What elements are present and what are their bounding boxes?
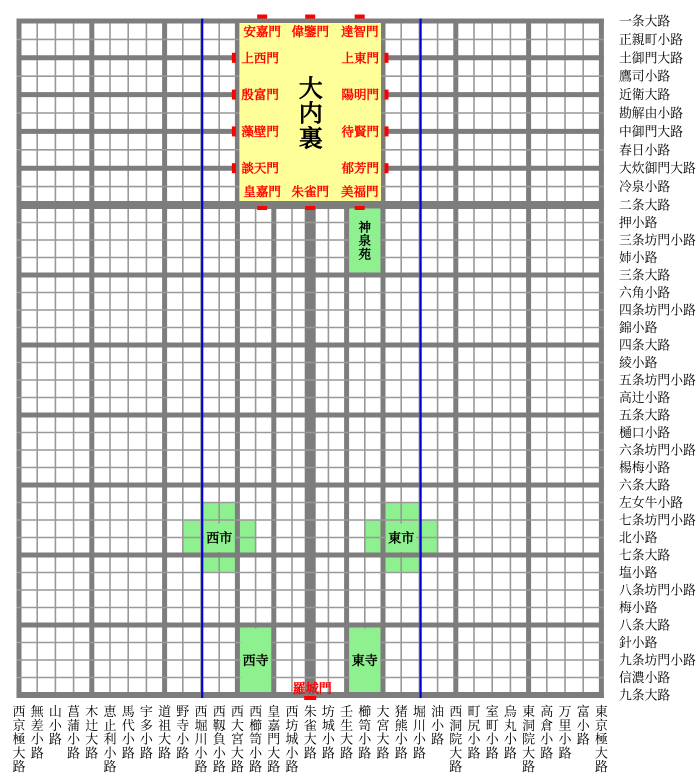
v-street-label: 西 <box>249 704 263 719</box>
v-street-label: 町 <box>467 704 481 719</box>
h-street-label: 土御門大路 <box>619 51 683 66</box>
v-street-label: 路 <box>139 745 153 761</box>
v-street-label: 路 <box>121 745 135 761</box>
v-street-label: 門 <box>267 731 281 747</box>
v-street-label: 木 <box>85 704 99 719</box>
v-street-label: 極 <box>12 731 26 747</box>
v-street-label: 東 <box>594 704 608 719</box>
v-street-label: 城 <box>285 731 299 747</box>
v-street-label: 小 <box>540 731 554 747</box>
h-street-label: 押小路 <box>619 216 658 230</box>
v-street-label: 小 <box>30 731 44 747</box>
h-street-label: 九条坊門小路 <box>619 653 696 668</box>
v-street-label: 大 <box>594 745 608 761</box>
h-street-label: 塩小路 <box>619 566 658 580</box>
v-street-label: 坊 <box>321 704 335 719</box>
h-street-label: 楊梅小路 <box>619 461 671 475</box>
h-street-label: 綾小路 <box>619 356 658 370</box>
h-street-label: 左女牛小路 <box>619 496 683 510</box>
palace-gate-label: 談天門 <box>241 161 279 176</box>
h-street-label: 春日小路 <box>619 143 671 158</box>
palace-gate-label: 朱雀門 <box>291 185 329 199</box>
site-label: 東市 <box>388 530 415 546</box>
v-street-label: 宇 <box>139 704 153 719</box>
site-label: 神 <box>358 220 372 235</box>
v-street-label: 朱 <box>303 704 317 719</box>
h-street-label: 近衛大路 <box>619 88 671 103</box>
h-street-label: 錦小路 <box>619 321 658 335</box>
gate-tick <box>385 126 389 136</box>
gate-tick <box>385 90 389 100</box>
v-street-label: 路 <box>358 745 372 761</box>
h-street-label: 六条大路 <box>619 478 671 493</box>
v-street-label: 院 <box>449 731 463 747</box>
h-street-label: 樋口小路 <box>619 426 671 440</box>
v-street-label: 熊 <box>394 717 408 733</box>
v-street-label: 路 <box>158 745 172 761</box>
h-street-label: 針小路 <box>619 636 658 650</box>
v-street-label: 路 <box>321 745 335 761</box>
palace-gate-label: 陽明門 <box>341 88 379 103</box>
v-street-label: 大 <box>158 731 172 747</box>
palace-gate-label: 皇嘉門 <box>243 185 281 199</box>
v-street-label: 路 <box>576 731 590 747</box>
v-street-label: 宮 <box>230 731 244 747</box>
gate-tick <box>385 163 389 173</box>
v-street-label: 里 <box>558 717 572 733</box>
v-street-label: 倉 <box>540 717 554 733</box>
v-street-label: 櫛 <box>249 717 263 733</box>
v-street-label: 大 <box>12 745 26 761</box>
v-street-label: 小 <box>431 717 445 733</box>
v-street-label: 路 <box>376 745 390 761</box>
gate-tick <box>355 206 365 210</box>
v-street-label: 路 <box>230 759 244 775</box>
v-street-label: 小 <box>139 731 153 747</box>
h-street-label: 勘解由小路 <box>619 106 683 121</box>
v-street-label: 尻 <box>467 717 481 733</box>
v-street-label: 櫛 <box>358 704 372 719</box>
palace-gate-label: 殷富門 <box>241 88 279 103</box>
v-street-label: 路 <box>467 745 481 761</box>
site-label: 西寺 <box>242 652 269 668</box>
v-street-label: 川 <box>412 717 426 733</box>
v-street-label: 堀 <box>194 717 208 733</box>
v-street-label: 丸 <box>503 717 517 733</box>
v-street-label: 院 <box>522 731 536 747</box>
v-street-label: 小 <box>176 731 190 747</box>
v-street-label: 城 <box>321 717 335 733</box>
v-street-label: 路 <box>340 745 354 761</box>
v-street-label: 大 <box>376 731 390 747</box>
v-street-label: 大 <box>303 731 317 747</box>
h-street-label: 五条大路 <box>619 408 671 423</box>
v-street-label: 菖 <box>67 704 81 719</box>
v-street-label: 祖 <box>158 717 172 733</box>
v-street-label: 蒲 <box>67 717 81 733</box>
palace-label: 大 <box>298 76 323 103</box>
h-street-label: 九条大路 <box>619 688 671 703</box>
v-street-label: 路 <box>85 745 99 761</box>
v-street-label: 堀 <box>412 704 426 719</box>
h-street-label: 信濃小路 <box>619 671 671 685</box>
v-street-label: 路 <box>194 759 208 775</box>
h-street-label: 高辻小路 <box>619 391 671 405</box>
site-label: 泉 <box>358 233 372 248</box>
palace-gate-label: 郁芳門 <box>341 161 379 176</box>
v-street-label: 利 <box>103 731 117 747</box>
v-street-label: 大 <box>85 731 99 747</box>
h-street-label: 北小路 <box>619 531 658 545</box>
v-street-label: 小 <box>103 745 117 761</box>
v-street-label: 路 <box>485 745 499 761</box>
h-street-label: 四条大路 <box>619 338 671 353</box>
v-street-label: 西 <box>212 704 226 719</box>
v-street-label: 路 <box>540 745 554 761</box>
palace-label: 内 <box>298 101 323 128</box>
v-street-label: 嘉 <box>267 717 281 733</box>
h-street-label: 六条坊門小路 <box>619 443 696 458</box>
v-street-label: 路 <box>412 745 426 761</box>
palace-gate-label: 藻壁門 <box>241 124 279 139</box>
v-street-label: 宮 <box>376 717 390 733</box>
gate-tick <box>385 53 389 63</box>
h-street-label: 中御門大路 <box>619 124 683 139</box>
v-street-label: 路 <box>48 731 62 747</box>
v-street-label: 差 <box>30 717 44 733</box>
h-street-label: 五条坊門小路 <box>619 373 696 388</box>
v-street-label: 小 <box>249 745 263 761</box>
site-label: 苑 <box>358 247 372 262</box>
v-street-label: 西 <box>285 704 299 719</box>
v-street-label: 小 <box>558 731 572 747</box>
h-street-label: 六角小路 <box>619 286 671 300</box>
v-street-label: 小 <box>212 745 226 761</box>
palace-label: 裏 <box>298 126 323 153</box>
v-street-label: 野 <box>176 704 190 719</box>
h-street-label: 七条大路 <box>619 548 671 563</box>
v-street-label: 止 <box>103 717 117 733</box>
v-street-label: 寺 <box>176 717 190 733</box>
v-street-label: 路 <box>249 759 263 775</box>
v-street-label: 路 <box>558 745 572 761</box>
v-street-label: 洞 <box>449 717 463 733</box>
v-street-label: 路 <box>522 759 536 775</box>
palace-gate-label: 上東門 <box>341 51 379 66</box>
v-street-label: 小 <box>48 717 62 733</box>
v-street-label: 洞 <box>522 717 536 733</box>
v-street-label: 恵 <box>103 704 117 719</box>
h-street-label: 八条坊門小路 <box>619 583 696 598</box>
v-street-label: 大 <box>340 731 354 747</box>
v-street-label: 猪 <box>394 704 408 719</box>
v-street-label: 路 <box>594 759 608 775</box>
h-street-label: 四条坊門小路 <box>619 303 696 318</box>
v-street-label: 大 <box>376 704 390 719</box>
v-street-label: 小 <box>412 731 426 747</box>
palace-gate-label: 達智門 <box>340 25 379 39</box>
v-street-label: 山 <box>48 704 62 719</box>
v-street-label: 負 <box>212 731 226 747</box>
v-street-label: 靱 <box>212 717 226 733</box>
v-street-label: 小 <box>67 731 81 747</box>
v-street-label: 万 <box>558 704 572 719</box>
v-street-label: 路 <box>67 745 81 761</box>
v-street-label: 壬 <box>340 704 354 719</box>
v-street-label: 小 <box>576 717 590 733</box>
v-street-label: 高 <box>540 704 554 719</box>
h-street-label: 一条大路 <box>619 14 671 29</box>
v-street-label: 大 <box>522 745 536 761</box>
v-street-label: 路 <box>267 759 281 775</box>
v-street-label: 小 <box>121 731 135 747</box>
v-street-label: 路 <box>176 745 190 761</box>
v-street-label: 小 <box>467 731 481 747</box>
v-street-label: 富 <box>576 704 590 719</box>
v-street-label: 雀 <box>303 717 317 733</box>
v-street-label: 多 <box>139 717 153 733</box>
h-street-label: 正親町小路 <box>619 32 683 47</box>
h-street-label: 三条坊門小路 <box>619 233 696 248</box>
gate-tick <box>305 15 315 19</box>
gate-tick <box>257 206 267 210</box>
v-street-label: 代 <box>121 717 135 733</box>
v-street-label: 西 <box>230 704 244 719</box>
h-street-label: 七条坊門小路 <box>619 513 696 528</box>
v-street-label: 生 <box>340 717 354 733</box>
v-street-label: 路 <box>431 731 445 747</box>
v-street-label: 西 <box>449 704 463 719</box>
v-street-label: 烏 <box>503 704 517 719</box>
v-street-label: 坊 <box>285 717 299 733</box>
v-street-label: 路 <box>449 759 463 775</box>
palace-gate-label: 偉鑒門 <box>291 25 329 39</box>
site-label: 西市 <box>206 530 233 546</box>
v-street-label: 道 <box>158 704 172 719</box>
v-street-label: 路 <box>394 745 408 761</box>
v-street-label: 西 <box>12 704 26 719</box>
h-street-label: 二条大路 <box>619 198 671 213</box>
v-street-label: 小 <box>485 731 499 747</box>
gate-tick <box>232 53 236 63</box>
gate-tick <box>232 163 236 173</box>
palace-gate-label: 待賢門 <box>341 124 379 139</box>
v-street-label: 路 <box>212 759 226 775</box>
palace-gate-label: 上西門 <box>241 51 279 66</box>
h-street-label: 八条大路 <box>619 618 671 633</box>
v-street-label: 辻 <box>85 717 99 733</box>
v-street-label: 小 <box>321 731 335 747</box>
h-street-label: 大炊御門大路 <box>619 161 696 176</box>
h-street-label: 冷泉小路 <box>619 180 671 195</box>
v-street-label: 室 <box>485 704 499 719</box>
h-street-label: 梅小路 <box>619 601 658 615</box>
v-street-label: 大 <box>230 717 244 733</box>
v-street-label: 路 <box>503 745 517 761</box>
v-street-label: 小 <box>285 745 299 761</box>
v-street-label: 路 <box>285 759 299 775</box>
h-street-label: 鷹司小路 <box>619 69 671 84</box>
h-street-label: 三条大路 <box>619 268 671 283</box>
v-street-label: 西 <box>194 704 208 719</box>
rajo-gate-label: 羅城門 <box>292 681 332 696</box>
v-street-label: 馬 <box>121 704 135 719</box>
v-street-label: 極 <box>594 731 608 747</box>
palace-gate-label: 安嘉門 <box>243 25 281 39</box>
v-street-label: 東 <box>522 704 536 719</box>
gate-tick <box>232 90 236 100</box>
v-street-label: 路 <box>303 745 317 761</box>
rajo-gate-tick <box>304 696 316 700</box>
gate-tick <box>257 15 267 19</box>
palace-gate-label: 美福門 <box>340 185 379 199</box>
v-street-label: 笥 <box>249 731 263 747</box>
v-street-label: 路 <box>30 745 44 761</box>
v-street-label: 小 <box>358 731 372 747</box>
v-street-label: 町 <box>485 717 499 733</box>
gate-tick <box>305 206 315 210</box>
h-street-label: 姉小路 <box>619 251 658 265</box>
v-street-label: 油 <box>431 704 445 719</box>
v-street-label: 無 <box>30 704 44 719</box>
v-street-label: 小 <box>194 745 208 761</box>
v-street-label: 路 <box>103 759 117 775</box>
gate-tick <box>355 15 365 19</box>
v-street-label: 京 <box>12 717 26 733</box>
v-street-label: 皇 <box>267 704 281 719</box>
v-street-label: 大 <box>267 745 281 761</box>
v-street-label: 小 <box>394 731 408 747</box>
v-street-label: 川 <box>194 731 208 747</box>
v-street-label: 笥 <box>358 717 372 733</box>
site-label: 東寺 <box>351 652 378 668</box>
gate-tick <box>232 126 236 136</box>
v-street-label: 大 <box>449 745 463 761</box>
v-street-label: 大 <box>230 745 244 761</box>
v-street-label: 京 <box>594 717 608 733</box>
v-street-label: 小 <box>503 731 517 747</box>
v-street-label: 路 <box>12 759 26 775</box>
